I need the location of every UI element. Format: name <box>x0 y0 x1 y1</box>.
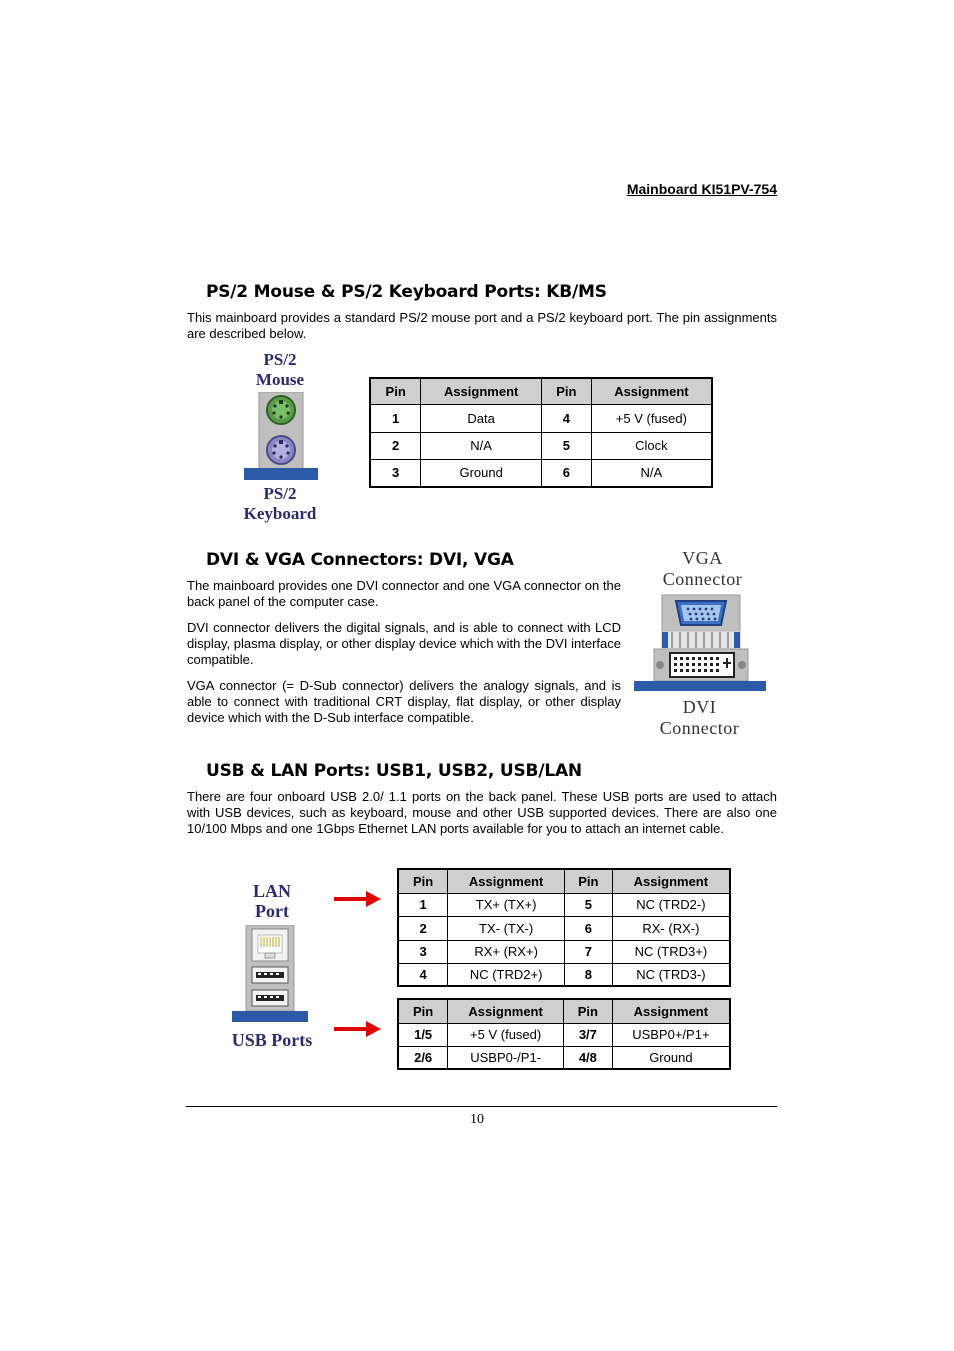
usb-arrow-icon <box>334 1020 382 1038</box>
ps2-keyboard-label: PS/2 Keyboard <box>243 484 317 523</box>
col-header-assignment: Assignment <box>421 378 542 404</box>
lan-arrow-icon <box>334 890 382 908</box>
col-header-assignment: Assignment <box>612 999 730 1023</box>
col-header-assignment: Assignment <box>612 869 730 893</box>
col-header-pin: Pin <box>398 999 448 1023</box>
vga-dvi-connectors-illustration <box>634 594 766 692</box>
usb-pin-table <box>397 998 731 1070</box>
ps2-section-title: PS/2 Mouse & PS/2 Keyboard Ports: KB/MS <box>206 282 607 302</box>
table-row: 2/6 USBP0-/P1- 4/8 Ground <box>398 1046 730 1069</box>
table-row: 4 NC (TRD2+) 8 NC (TRD3-) <box>398 963 730 986</box>
col-header-pin: Pin <box>563 999 612 1023</box>
dvi-paragraph-3: VGA connector (= D-Sub connector) delivers the analogy signals, and is able to connect with traditional CRT display, flat display, or other display device which with the D-Sub interface compatible. <box>187 678 621 725</box>
document-header: Mainboard KI51PV-754 <box>626 181 777 197</box>
col-header-assignment: Assignment <box>448 999 564 1023</box>
col-header-assignment: Assignment <box>448 869 565 893</box>
col-header-pin: Pin <box>370 378 421 404</box>
usb-description: There are four onboard USB 2.0/ 1.1 ports on the back panel. These USB ports are used to attach with USB devices, such as keyboard, mouse and other USB supported devices. There are also one 10/100 Mbps and one 1Gbps Ethernet LAN ports available for you to attach an internet cable. <box>187 789 777 836</box>
col-header-pin: Pin <box>564 869 612 893</box>
dvi-connector-label: DVI Connector <box>659 697 740 738</box>
footer-divider <box>186 1106 777 1107</box>
table-row: 2 N/A 5 Clock <box>370 432 712 459</box>
lan-pin-table <box>397 868 731 987</box>
lan-usb-ports-illustration <box>232 925 308 1023</box>
col-header-pin: Pin <box>541 378 591 404</box>
ps2-mouse-label: PS/2 Mouse <box>255 350 305 389</box>
ps2-pin-table <box>369 377 713 488</box>
lan-port-label: LAN Port <box>252 881 291 921</box>
table-row: 1 TX+ (TX+) 5 NC (TRD2-) <box>398 893 730 916</box>
col-header-assignment: Assignment <box>591 378 712 404</box>
dvi-paragraph-1: The mainboard provides one DVI connector and one VGA connector on the back panel of the computer case. <box>187 578 621 609</box>
usb-section-title: USB & LAN Ports: USB1, USB2, USB/LAN <box>206 761 582 781</box>
table-row: 3 RX+ (RX+) 7 NC (TRD3+) <box>398 940 730 963</box>
usb-ports-label: USB Ports <box>231 1030 313 1050</box>
ps2-ports-illustration <box>244 392 318 482</box>
ps2-description: This mainboard provides a standard PS/2 mouse port and a PS/2 keyboard port. The pin assignments are described below. <box>187 310 777 341</box>
col-header-pin: Pin <box>398 869 448 893</box>
table-row: 1/5 +5 V (fused) 3/7 USBP0+/P1+ <box>398 1023 730 1046</box>
dvi-paragraph-2: DVI connector delivers the digital signals, and is able to connect with LCD display, plasma display, or other display device which with the DVI interface compatible. <box>187 620 621 667</box>
table-row: 3 Ground 6 N/A <box>370 459 712 487</box>
table-row: 2 TX- (TX-) 6 RX- (RX-) <box>398 916 730 940</box>
dvi-section-title: DVI & VGA Connectors: DVI, VGA <box>206 550 514 570</box>
vga-connector-label: VGA Connector <box>662 548 743 589</box>
table-row: 1 Data 4 +5 V (fused) <box>370 404 712 432</box>
page-number: 10 <box>470 1112 484 1127</box>
